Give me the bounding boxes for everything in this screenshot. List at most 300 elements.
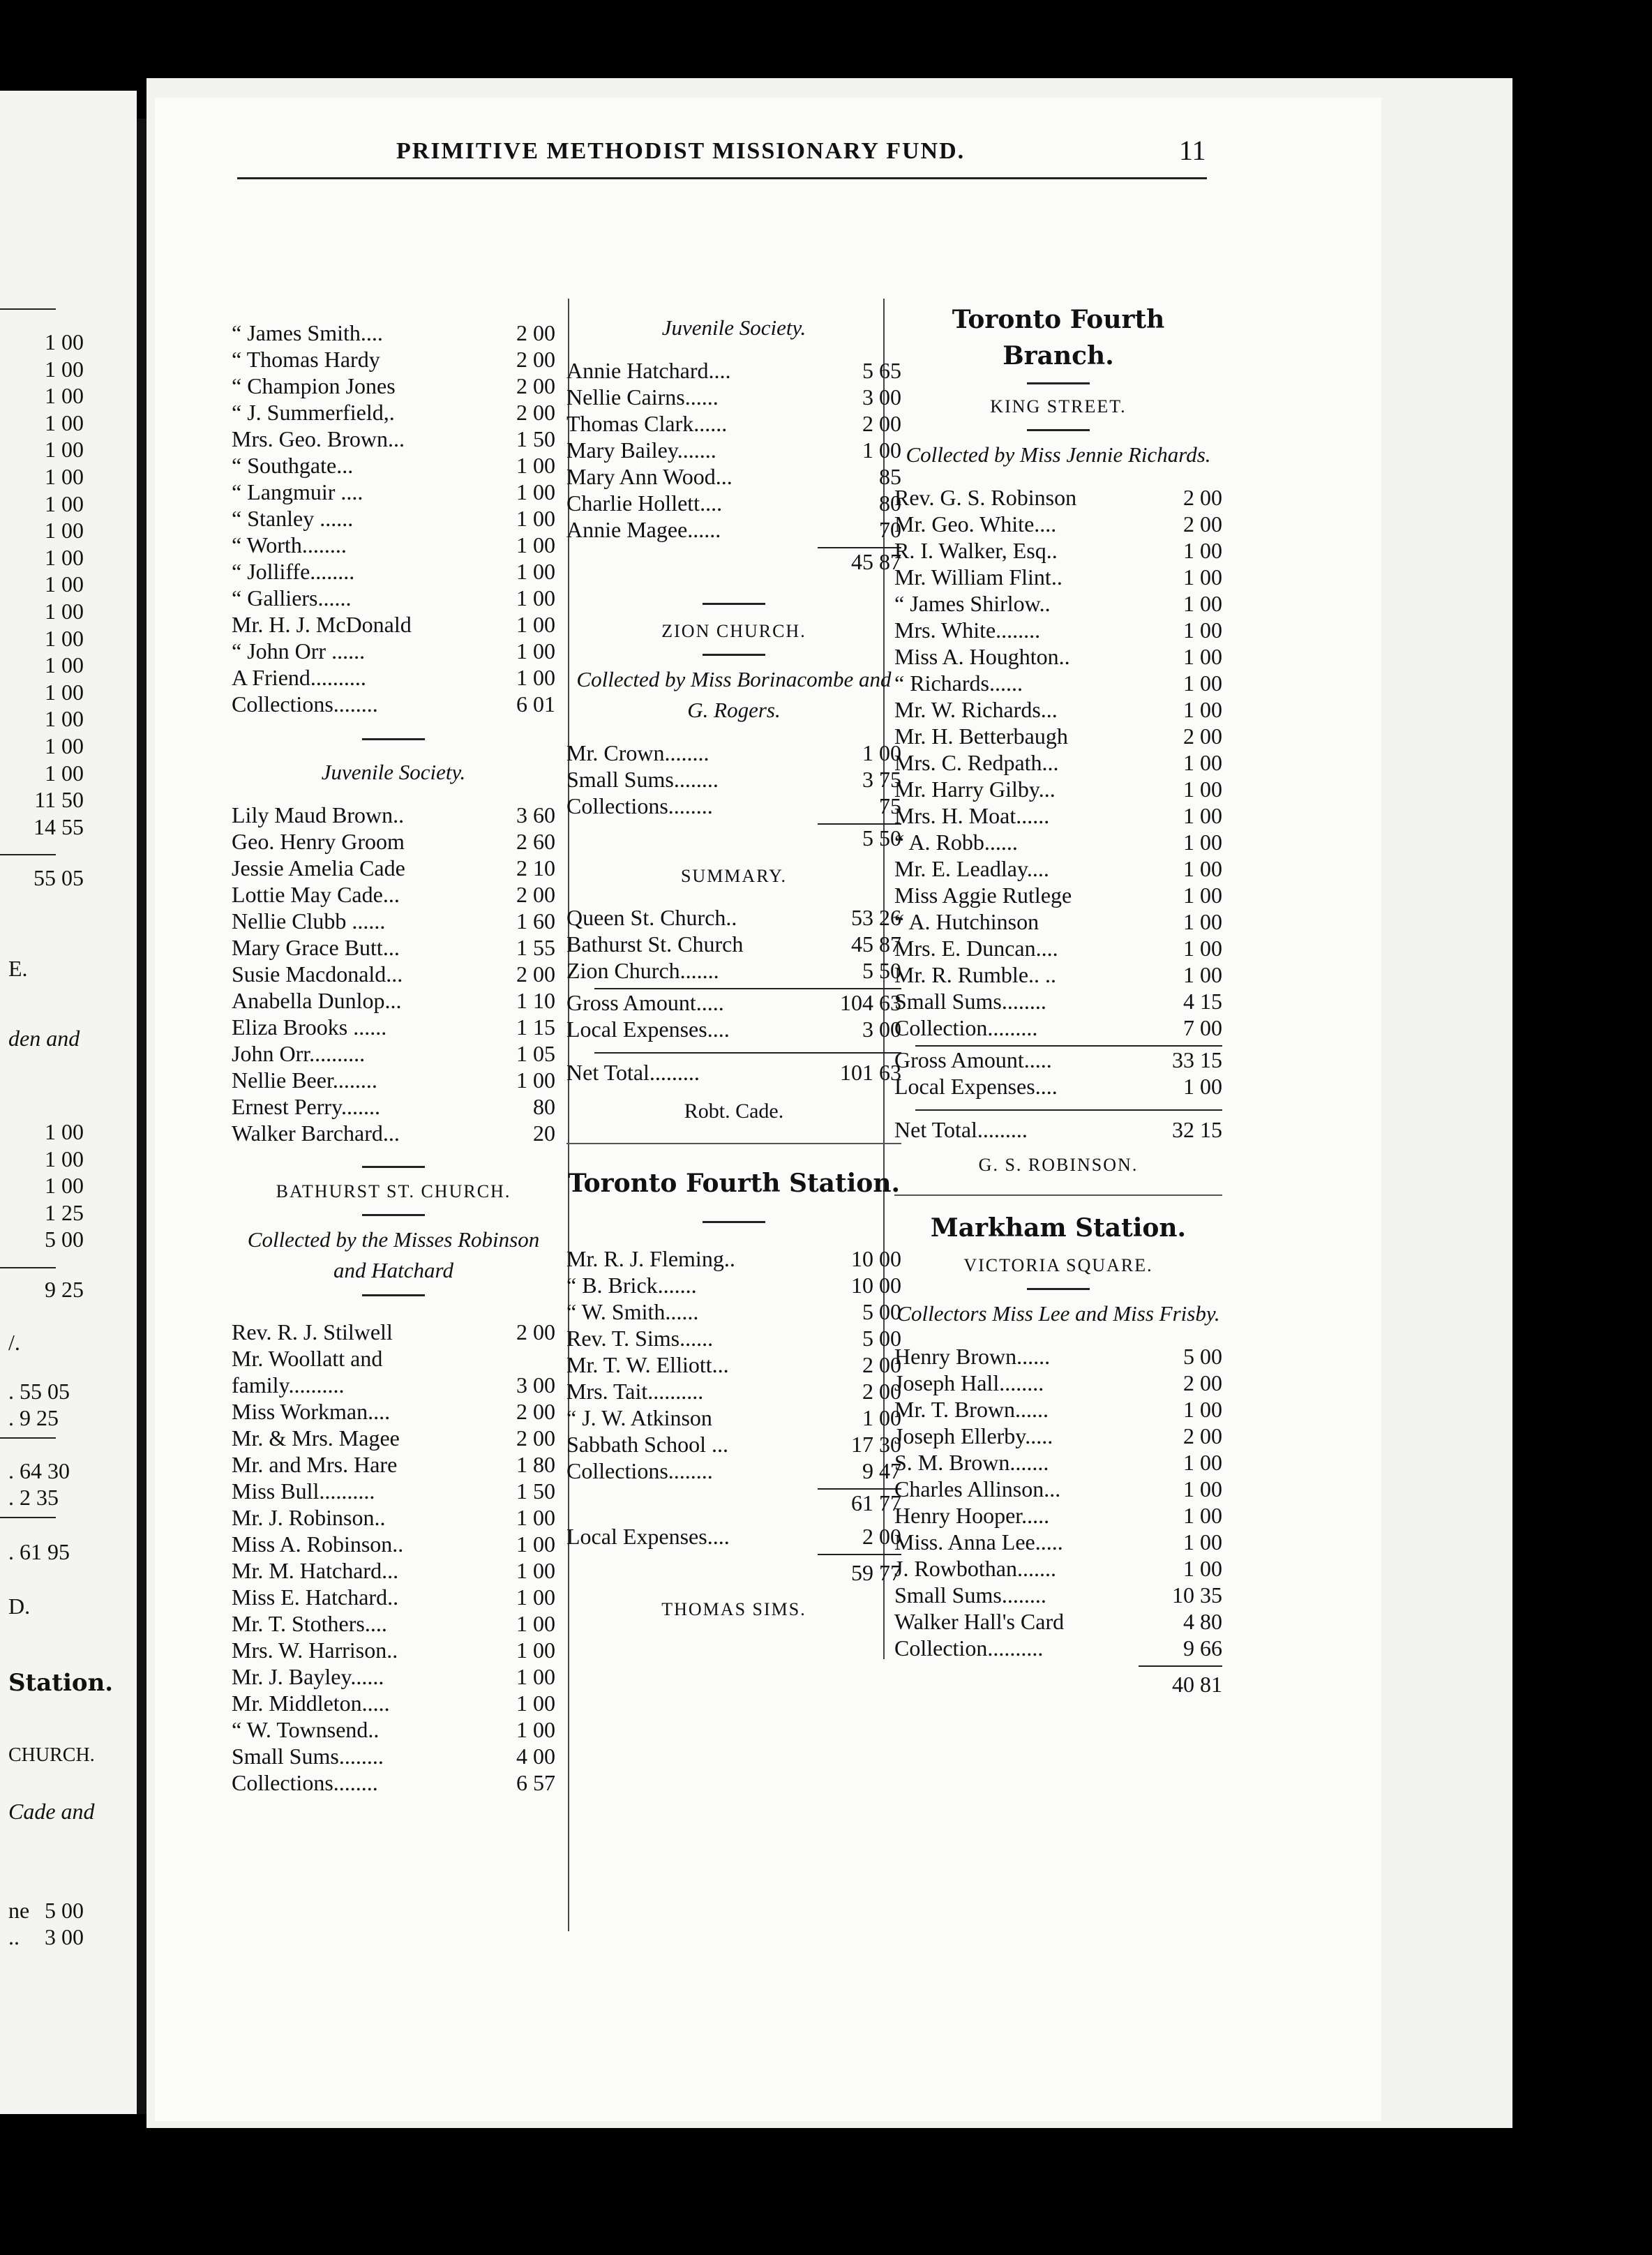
entry-name: John Orr.......... — [232, 1041, 366, 1066]
entry-name: Miss Workman.... — [232, 1399, 391, 1424]
entry-name: Rev. R. J. Stilwell — [232, 1319, 393, 1344]
left-summary: . 61 95 — [8, 1539, 70, 1564]
entry-name: “ A. Hutchinson — [894, 909, 1039, 934]
entry-amount: 10 00 — [851, 1273, 901, 1298]
running-title: PRIMITIVE METHODIST MISSIONARY FUND. — [396, 138, 966, 164]
entry-name: Mrs. Geo. Brown... — [232, 426, 405, 451]
entry-row — [894, 1423, 1222, 1449]
left-amount: 11 50 — [34, 787, 84, 813]
entry-amount: 75 — [879, 793, 901, 818]
entry-amount: 1 00 — [1183, 670, 1222, 696]
entry-name: Walker Barchard... — [232, 1121, 400, 1146]
entry-amount: 3 75 — [862, 767, 901, 792]
entry-row — [894, 1608, 1222, 1635]
section-rule — [566, 1143, 901, 1144]
entry-name: Mrs. W. Harrison.. — [232, 1638, 398, 1663]
local-row: Local Expenses.... 3 00 — [566, 1017, 901, 1042]
entry-amount: 1 00 — [516, 1638, 555, 1663]
entry-amount: 1 00 — [516, 506, 555, 531]
entry-row — [232, 1663, 555, 1690]
entry-amount: 10 00 — [851, 1246, 901, 1271]
entry-row — [232, 908, 555, 934]
entry-row — [232, 373, 555, 399]
entry-row — [232, 881, 555, 908]
entry-amount: 1 00 — [516, 479, 555, 504]
entry-amount: 1 10 — [516, 988, 555, 1013]
entry-row — [566, 410, 901, 437]
left-amount: 1 00 — [45, 1119, 84, 1144]
gross-row: Gross Amount..... 104 63 — [566, 990, 901, 1015]
col2-list-d — [566, 1245, 901, 1484]
left-sum-rule — [0, 308, 56, 310]
gross-row: Gross Amount..... 33 15 — [894, 1047, 1222, 1072]
entry-name: Mr. H. J. McDonald — [232, 612, 412, 637]
left-amount: 1 00 — [45, 383, 84, 409]
entry-name: Susie Macdonald... — [232, 961, 403, 987]
entry-row — [566, 1404, 901, 1431]
entry-name: Bathurst St. Church — [566, 931, 744, 957]
entry-row — [566, 1298, 901, 1325]
left-amount: 1 00 — [45, 625, 84, 651]
entry-name: Rev. T. Sims...... — [566, 1326, 714, 1351]
entry-name: Annie Hatchard.... — [566, 358, 731, 383]
entry-row — [894, 1555, 1222, 1582]
col1-list-a — [232, 320, 555, 717]
total-row: 5 50 — [862, 825, 901, 851]
entry-amount: 5 65 — [862, 358, 901, 383]
sum-rule — [1139, 1665, 1222, 1667]
entry-amount: 1 00 — [516, 1717, 555, 1742]
entry-row — [232, 802, 555, 828]
entry-amount: 80 — [879, 490, 901, 516]
entry-row — [894, 749, 1222, 776]
local-row-2: Local Expenses.... 2 00 — [566, 1524, 901, 1549]
entry-amount: 1 80 — [516, 1452, 555, 1477]
entry-name: Mr. R. Rumble.. .. — [894, 962, 1057, 987]
entry-row — [894, 590, 1222, 617]
entry-row — [566, 1378, 901, 1404]
entry-row — [232, 987, 555, 1014]
entry-row — [232, 1584, 555, 1610]
left-amount: 1 00 — [45, 329, 84, 354]
entry-row — [894, 643, 1222, 670]
entry-name: Mr. W. Richards... — [894, 697, 1058, 722]
separator — [1027, 429, 1090, 431]
entry-name: “ J. W. Atkinson — [566, 1405, 712, 1430]
left-summary: . 9 25 — [8, 1405, 59, 1430]
entry-row — [232, 664, 555, 691]
entry-row — [894, 1014, 1222, 1041]
entry-amount: 9 47 — [862, 1458, 901, 1483]
separator — [362, 1214, 425, 1216]
entry-row — [232, 934, 555, 961]
book-spine — [137, 119, 147, 2114]
separator — [1027, 382, 1090, 384]
left-summary: . 2 35 — [8, 1485, 59, 1510]
entry-row — [894, 670, 1222, 696]
entry-amount: 6 57 — [516, 1770, 555, 1795]
zion-heading: ZION CHURCH. — [661, 621, 806, 641]
total-row: 40 81 — [1172, 1672, 1222, 1697]
left-amount: 1 00 — [45, 410, 84, 435]
entry-row — [894, 617, 1222, 643]
col2-list-b — [566, 740, 901, 819]
entry-row — [232, 1769, 555, 1796]
entry-amount: 17 30 — [851, 1432, 901, 1457]
left-fragment: CHURCH. — [8, 1744, 95, 1766]
entry-amount: 4 00 — [516, 1744, 555, 1769]
entry-amount: 2 00 — [862, 1352, 901, 1377]
entry-row — [894, 1396, 1222, 1423]
entry-name: Mary Grace Butt... — [232, 935, 400, 960]
entry-name: Mrs. White........ — [894, 617, 1041, 643]
left-fragment: E. — [8, 956, 28, 981]
entry-name: Henry Brown...... — [894, 1344, 1051, 1369]
left-fragment: /. — [8, 1330, 20, 1355]
entry-row — [232, 1451, 555, 1478]
entry-name: Miss Bull.......... — [232, 1478, 375, 1504]
net-row: Net Total......... 101 63 — [566, 1060, 901, 1085]
entry-row — [232, 452, 555, 479]
entry-row — [894, 829, 1222, 855]
left-amount: 14 55 — [33, 814, 84, 839]
entry-name: Collections........ — [566, 793, 713, 818]
total-row: 61 77 — [851, 1490, 901, 1515]
entry-row — [232, 1743, 555, 1769]
entry-row — [894, 961, 1222, 988]
entry-amount: 1 00 — [1183, 909, 1222, 934]
entry-name: Eliza Brooks ...... — [232, 1014, 387, 1040]
entry-row — [232, 1040, 555, 1067]
entry-amount: 4 80 — [1183, 1609, 1222, 1634]
entry-row — [894, 1582, 1222, 1608]
entry-name: Joseph Hall........ — [894, 1370, 1044, 1395]
entry-row — [232, 1504, 555, 1531]
left-amount: 1 00 — [45, 518, 84, 544]
entry-name: Miss E. Hatchard.. — [232, 1585, 399, 1610]
left-fragment: den and — [8, 1026, 80, 1051]
total-row: 45 87 — [851, 549, 901, 574]
entry-name: Joseph Ellerby..... — [894, 1423, 1053, 1448]
entry-amount: 1 00 — [516, 1611, 555, 1636]
entry-amount: 80 — [533, 1094, 555, 1119]
local-row: Local Expenses.... 1 00 — [894, 1074, 1222, 1099]
separator — [362, 1166, 425, 1168]
entry-name: “ Stanley ...... — [232, 506, 354, 531]
entry-amount: 1 00 — [1183, 883, 1222, 908]
entry-row — [894, 723, 1222, 749]
left-fragment: D. — [8, 1594, 31, 1619]
entry-name: “ B. Brick....... — [566, 1273, 697, 1298]
left-fragment: Cade and — [8, 1799, 95, 1824]
entry-row — [232, 1637, 555, 1663]
left-amount: 1 00 — [45, 1173, 84, 1199]
entry-name: Mrs. Tait.......... — [566, 1379, 704, 1404]
left-fragment: ne — [8, 1898, 30, 1923]
entry-amount: 3 00 — [516, 1372, 555, 1398]
entry-row — [232, 532, 555, 558]
entry-row — [894, 1635, 1222, 1661]
entry-name: Miss. Anna Lee..... — [894, 1529, 1063, 1554]
entry-row — [566, 957, 901, 984]
entry-amount: 2 00 — [1183, 511, 1222, 537]
entry-amount: 1 00 — [1183, 1503, 1222, 1528]
left-amount: 1 00 — [45, 706, 84, 732]
entry-amount: 1 00 — [516, 612, 555, 637]
entry-row — [232, 1690, 555, 1716]
entry-amount: 1 00 — [1183, 830, 1222, 855]
entry-amount: 1 00 — [1183, 750, 1222, 775]
entry-row — [232, 855, 555, 881]
col3-list-a — [894, 484, 1222, 1041]
entry-amount: 1 00 — [1183, 856, 1222, 881]
entry-amount: 1 00 — [516, 585, 555, 610]
entry-name: Collections........ — [232, 691, 378, 717]
entry-row — [232, 611, 555, 638]
entry-name: “ Thomas Hardy — [232, 347, 380, 372]
entry-row — [894, 802, 1222, 829]
victoria-square-heading: VICTORIA SQUARE. — [963, 1255, 1153, 1275]
entry-name: R. I. Walker, Esq.. — [894, 538, 1058, 563]
entry-amount: 9 66 — [1183, 1635, 1222, 1661]
entry-row — [232, 1372, 555, 1398]
entry-name: Anabella Dunlop... — [232, 988, 402, 1013]
left-amount: 1 00 — [45, 1146, 84, 1171]
entry-row — [566, 437, 901, 463]
entry-amount: 2 00 — [1183, 724, 1222, 749]
entry-name: Mr. Woollatt and — [232, 1346, 383, 1371]
entry-name: Mr. H. Betterbaugh — [894, 724, 1068, 749]
entry-amount: 2 00 — [516, 373, 555, 398]
entry-amount: 1 00 — [516, 1664, 555, 1689]
page-number: 11 — [1179, 135, 1206, 166]
entry-amount: 1 00 — [516, 1558, 555, 1583]
entry-name: “ J. Summerfield,. — [232, 400, 395, 425]
entry-name: Mr. Crown........ — [566, 740, 709, 765]
entry-amount: 2 00 — [516, 1399, 555, 1424]
entry-name: Queen St. Church.. — [566, 905, 737, 930]
entry-name: “ Jolliffe........ — [232, 559, 355, 584]
separator — [362, 738, 425, 740]
entry-row — [566, 384, 901, 410]
entry-name: Walker Hall's Card — [894, 1609, 1065, 1634]
entry-row — [232, 585, 555, 611]
column-3 — [894, 301, 1222, 1698]
entry-name: Nellie Clubb ...... — [232, 908, 386, 934]
left-summary: . 64 30 — [8, 1458, 70, 1483]
entry-name: Ernest Perry....... — [232, 1094, 380, 1119]
entry-name: Geo. Henry Groom — [232, 829, 405, 854]
col2-list-c — [566, 904, 901, 984]
entry-name: Collections........ — [566, 1458, 713, 1483]
entry-name: Miss A. Robinson.. — [232, 1531, 404, 1557]
bathurst-collected-by: Collected by the Misses Robinson and Hatchard — [247, 1227, 540, 1282]
entry-row — [894, 908, 1222, 935]
sum-rule — [915, 1109, 1222, 1111]
entry-name: Nellie Beer........ — [232, 1067, 377, 1093]
col1-list-b — [232, 802, 555, 1146]
entry-amount: 2 00 — [862, 411, 901, 436]
entry-row — [232, 1345, 555, 1372]
entry-row — [232, 961, 555, 987]
juvenile-society-heading: Juvenile Society. — [321, 760, 466, 784]
entry-row — [894, 776, 1222, 802]
entry-name: Charlie Hollett.... — [566, 490, 723, 516]
entry-amount: 1 00 — [1183, 803, 1222, 828]
entry-row — [566, 357, 901, 384]
entry-amount: 4 15 — [1183, 989, 1222, 1014]
entry-row — [232, 1716, 555, 1743]
entry-name: Henry Hooper..... — [894, 1503, 1050, 1528]
entry-name: Sabbath School ... — [566, 1432, 728, 1457]
entry-row — [894, 1502, 1222, 1529]
entry-name: Mary Bailey....... — [566, 437, 716, 463]
entry-name: J. Rowbothan....... — [894, 1556, 1056, 1581]
entry-name: “ Southgate... — [232, 453, 354, 478]
entry-amount: 5 50 — [862, 958, 901, 983]
entry-name: Collection.......... — [894, 1635, 1044, 1661]
left-sum-rule — [0, 1437, 56, 1439]
entry-amount: 2 10 — [516, 855, 555, 881]
toronto-fourth-station-heading: Toronto Fourth Station. — [567, 1169, 901, 1198]
entry-amount: 70 — [879, 517, 901, 542]
entry-name: Miss Aggie Rutlege — [894, 883, 1072, 908]
king-collected-by: Collected by Miss Jennie Richards. — [906, 442, 1211, 467]
entry-name: Mr. T. Brown...... — [894, 1397, 1049, 1422]
header-rule — [237, 177, 1207, 179]
entry-amount: 1 00 — [1183, 591, 1222, 616]
entry-row — [566, 1351, 901, 1378]
entry-name: Annie Magee...... — [566, 517, 721, 542]
entry-row — [566, 904, 901, 931]
col2-list-a — [566, 357, 901, 543]
left-sum-rule — [0, 1267, 56, 1268]
entry-name: “ James Smith.... — [232, 320, 383, 345]
signature-cade: Robt. Cade. — [684, 1100, 784, 1123]
bathurst-heading: BATHURST ST. CHURCH. — [276, 1181, 511, 1201]
entry-row — [566, 793, 901, 819]
entry-row — [566, 740, 901, 766]
entry-amount: 1 00 — [1183, 1529, 1222, 1554]
entry-amount: 1 00 — [1183, 777, 1222, 802]
entry-name: Collections........ — [232, 1770, 378, 1795]
toronto-fourth-branch-heading: Toronto Fourth Branch. — [952, 305, 1165, 370]
entry-row — [894, 564, 1222, 590]
summary-heading: SUMMARY. — [680, 866, 788, 886]
entry-row — [232, 479, 555, 505]
entry-amount: 1 55 — [516, 935, 555, 960]
entry-amount: 1 50 — [516, 426, 555, 451]
left-amount: 1 00 — [45, 437, 84, 463]
signature-robinson: G. S. ROBINSON. — [978, 1155, 1139, 1175]
entry-name: Small Sums........ — [894, 989, 1046, 1014]
entry-row — [566, 766, 901, 793]
entry-row — [566, 1325, 901, 1351]
section-rule — [894, 1194, 1222, 1196]
net-row: Net Total......... 32 15 — [894, 1117, 1222, 1142]
entry-amount: 2 00 — [516, 1425, 555, 1451]
entry-row — [566, 1431, 901, 1458]
entry-amount: 2 00 — [1183, 1370, 1222, 1395]
entry-name: Lily Maud Brown.. — [232, 802, 405, 827]
entry-row — [566, 463, 901, 490]
entry-row — [894, 1529, 1222, 1555]
entry-row — [232, 320, 555, 346]
entry-amount: 1 00 — [862, 740, 901, 765]
entry-amount: 1 00 — [516, 638, 555, 664]
entry-amount: 1 00 — [516, 665, 555, 690]
entry-amount: 1 00 — [1183, 936, 1222, 961]
entry-name: Rev. G. S. Robinson — [894, 485, 1077, 510]
entry-row — [232, 1319, 555, 1345]
entry-amount: 1 00 — [1183, 1450, 1222, 1475]
left-amount: 1 00 — [45, 571, 84, 597]
entry-row — [232, 1610, 555, 1637]
entry-amount: 7 00 — [1183, 1015, 1222, 1040]
entry-row — [232, 1425, 555, 1451]
entry-row — [232, 1067, 555, 1093]
entry-amount: 5 00 — [862, 1299, 901, 1324]
entry-amount: 1 00 — [1183, 1556, 1222, 1581]
entry-name: Mr. M. Hatchard... — [232, 1558, 399, 1583]
entry-row — [232, 1014, 555, 1040]
entry-name: Mary Ann Wood... — [566, 464, 733, 489]
entry-name: Mr. Geo. White.... — [894, 511, 1057, 537]
entry-name: Collection......... — [894, 1015, 1038, 1040]
entry-amount: 1 50 — [516, 1478, 555, 1504]
left-total: 9 25 — [45, 1277, 84, 1302]
left-amount: 1 00 — [45, 356, 84, 382]
entry-row — [894, 484, 1222, 511]
markham-station-heading: Markham Station. — [930, 1213, 1187, 1243]
left-sum-rule — [0, 854, 56, 855]
entry-row — [566, 1245, 901, 1272]
entry-amount: 1 00 — [1183, 564, 1222, 590]
entry-row — [566, 1272, 901, 1298]
left-amount: 5 00 — [45, 1227, 84, 1252]
entry-amount: 1 00 — [862, 437, 901, 463]
entry-amount: 1 00 — [1183, 962, 1222, 987]
separator — [1027, 1288, 1090, 1290]
entry-name: “ Champion Jones — [232, 373, 396, 398]
entry-name: “ Galliers...... — [232, 585, 352, 610]
zion-collected-by: Collected by Miss Borinacombe and G. Rogers. — [576, 667, 892, 722]
entry-amount: 6 01 — [516, 691, 555, 717]
left-station-heading: Station. — [8, 1669, 114, 1697]
entry-amount: 2 00 — [516, 320, 555, 345]
entry-name: “ John Orr ...... — [232, 638, 366, 664]
entry-row — [894, 935, 1222, 961]
sum-rule — [594, 1052, 901, 1054]
entry-name: “ W. Smith...... — [566, 1299, 699, 1324]
entry-row — [566, 1458, 901, 1484]
sum-rule — [818, 1554, 901, 1555]
entry-row — [894, 1343, 1222, 1370]
entry-amount: 5 00 — [1183, 1344, 1222, 1369]
entry-name: Zion Church....... — [566, 958, 719, 983]
entry-row — [566, 931, 901, 957]
juvenile-society-heading-2: Juvenile Society. — [661, 315, 806, 340]
entry-name: Mr. J. Robinson.. — [232, 1505, 386, 1530]
separator — [703, 1221, 765, 1223]
entry-amount: 1 00 — [516, 1585, 555, 1610]
left-sum-rule — [0, 1517, 56, 1518]
entry-name: “ W. Townsend.. — [232, 1717, 380, 1742]
entry-row — [232, 346, 555, 373]
entry-amount: 2 00 — [1183, 1423, 1222, 1448]
entry-name: Mr. R. J. Fleming.. — [566, 1246, 735, 1271]
entry-name: Mrs. E. Duncan.... — [894, 936, 1058, 961]
